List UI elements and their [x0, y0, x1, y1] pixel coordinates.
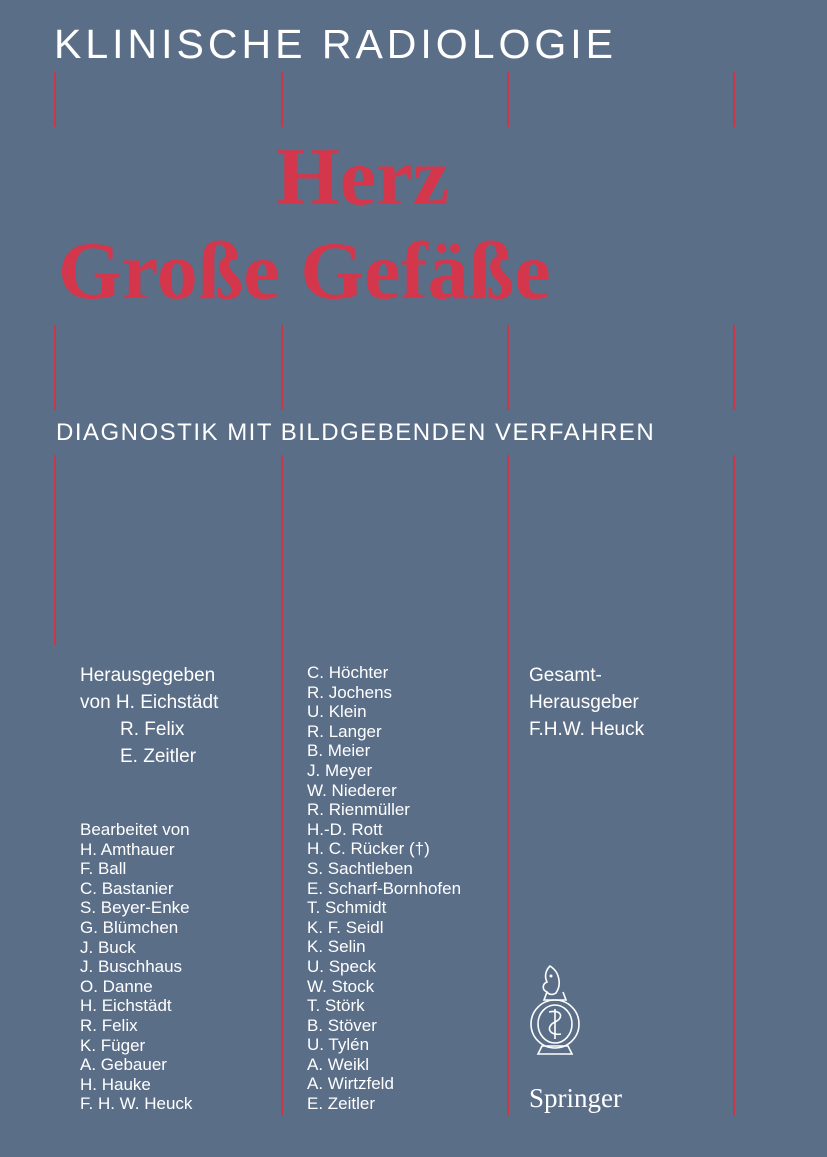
contributor-name: W. Stock [307, 976, 375, 996]
contributor-name: R. Langer [307, 721, 382, 741]
contributor-name: S. Beyer-Enke [80, 898, 190, 918]
contributor-name: H. Eichstädt [80, 996, 172, 1016]
contributors-heading: Bearbeitet von [80, 820, 190, 839]
vertical-rule [507, 455, 509, 1115]
vertical-rule [733, 455, 735, 1115]
contributor-name: F. H. W. Heuck [80, 1094, 193, 1114]
contributor-name: J. Meyer [307, 760, 373, 780]
book-title-line2: Große Gefäße [58, 225, 551, 316]
contributor-name: C. Höchter [307, 663, 389, 682]
general-editor-line: Herausgeber [529, 692, 639, 713]
contributor-name: F. Ball [80, 859, 127, 879]
editors-line: von H. Eichstädt [80, 692, 219, 713]
contributor-name: E. Scharf-Bornhofen [307, 878, 462, 898]
editors-line: Herausgegeben [80, 665, 216, 686]
editors-block [80, 662, 218, 770]
contributor-name: A. Wirtzfeld [307, 1074, 394, 1094]
contributor-name: C. Bastanier [80, 878, 174, 898]
contributor-name: U. Tylén [307, 1035, 370, 1055]
contributor-name: H.-D. Rott [307, 819, 383, 839]
contributor-name: B. Meier [307, 741, 371, 761]
vertical-rule [54, 455, 56, 645]
contributor-name: K. Füger [80, 1035, 146, 1055]
general-editor-line: F.H.W. Heuck [529, 719, 645, 740]
editors-line: R. Felix [120, 719, 185, 740]
general-editor-block [529, 662, 644, 743]
contributor-name: T. Schmidt [307, 898, 387, 918]
contributor-name: R. Jochens [307, 682, 393, 702]
vertical-rule [281, 455, 283, 1115]
vertical-rule [281, 325, 283, 410]
contributor-name: U. Klein [307, 702, 367, 722]
contributor-name: S. Sachtleben [307, 858, 413, 878]
contributor-name: B. Stöver [307, 1015, 377, 1035]
contributor-name: A. Weikl [307, 1054, 370, 1074]
contributor-name: H. Hauke [80, 1074, 151, 1094]
contributor-name: J. Buck [80, 937, 136, 957]
contributor-name: R. Rienmüller [307, 800, 410, 820]
contributor-name: E. Zeitler [307, 1094, 376, 1114]
contributor-name: H. C. Rücker (†) [307, 839, 430, 859]
vertical-rule [733, 325, 735, 410]
contributor-name: J. Buschhaus [80, 957, 183, 977]
vertical-rule [281, 72, 283, 127]
contributors-list-col1 [80, 820, 192, 1114]
contributors-list-col2 [307, 663, 461, 1114]
vertical-rule [507, 325, 509, 410]
vertical-rule [54, 72, 56, 127]
vertical-rule [54, 325, 56, 410]
contributor-name: A. Gebauer [80, 1055, 167, 1075]
springer-knight-logo-icon [520, 962, 590, 1062]
contributor-name: K. Selin [307, 937, 366, 957]
editors-line: E. Zeitler [120, 746, 197, 767]
book-subtitle: DIAGNOSTIK MIT BILDGEBENDEN VERFAHREN [56, 419, 656, 446]
contributor-name: K. F. Seidl [307, 917, 384, 937]
vertical-rule [733, 72, 735, 127]
contributor-name: R. Felix [80, 1015, 138, 1035]
contributor-name: U. Speck [307, 956, 376, 976]
contributor-name: H. Amthauer [80, 839, 175, 859]
contributor-name: O. Danne [80, 976, 153, 996]
contributor-name: T. Störk [307, 996, 365, 1016]
contributor-name: W. Niederer [307, 780, 397, 800]
book-title-line1: Herz [276, 131, 449, 222]
publisher-name: Springer [529, 1083, 622, 1113]
general-editor-line: Gesamt- [529, 665, 602, 686]
series-title: KLINISCHE RADIOLOGIE [54, 21, 618, 67]
contributor-name: G. Blümchen [80, 917, 179, 937]
vertical-rule [507, 72, 509, 127]
